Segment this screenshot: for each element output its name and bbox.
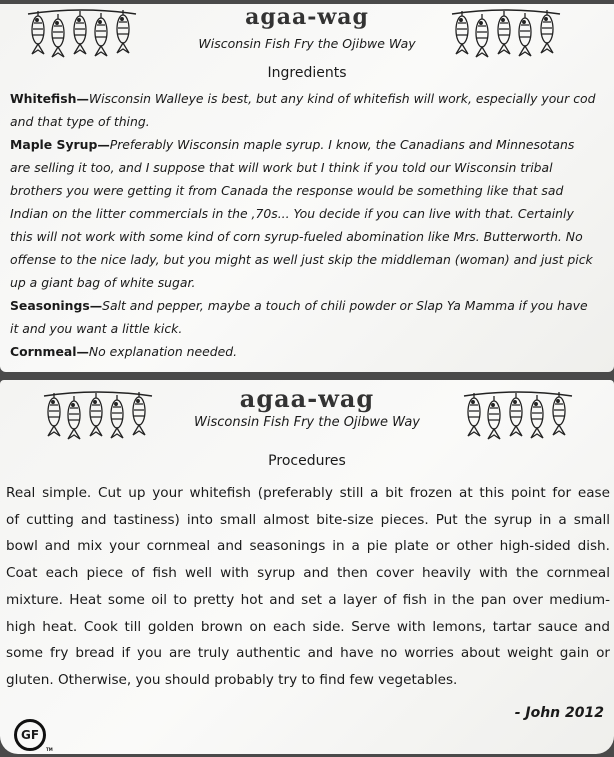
- subtitle: Wisconsin Fish Fry the Ojibwe Way: [194, 415, 420, 430]
- logo: agaa-wag: [239, 384, 375, 413]
- ingredient-text: and that type of thing.: [10, 114, 150, 129]
- procedure-line: of cutting and tastiness) into small almost bite-size pieces. Put the syrup in a small: [6, 511, 610, 528]
- ingredient-item: [10, 87, 610, 110]
- procedure-text: [6, 480, 610, 694]
- section-heading: Procedures: [268, 453, 346, 469]
- signature: - John 2012: [514, 705, 604, 721]
- ingredient-text: Salt and pepper, maybe a touch of chili powder or Slap Ya Mamma if you have: [102, 298, 588, 313]
- ingredients-list: [10, 87, 610, 363]
- ingredient-text: offense to the nice lady, but you might as well just skip the middleman (woman) and just pick: [10, 252, 593, 267]
- ingredient-text: Indian on the litter commercials in the ,70s... You decide if you can live with that. Certainly: [10, 206, 574, 221]
- ingredient-text: up a giant bag of white sugar.: [10, 275, 196, 290]
- procedures-card: [0, 380, 614, 754]
- ingredient-text: this will not work with some kind of corn syrup-fueled abomination like Mrs. Butterworth. No: [10, 229, 583, 244]
- procedure-line: gluten. Otherwise, you should probably try to find few vegetables.: [6, 671, 458, 688]
- ingredient-name: Seasonings—: [10, 298, 103, 313]
- ingredient-text: Wisconsin Walleye is best, but any kind of whitefish will work, especially your cod: [88, 91, 596, 106]
- subtitle: Wisconsin Fish Fry the Ojibwe Way: [198, 36, 416, 51]
- ingredient-name: Whitefish—: [10, 91, 89, 106]
- ingredient-text: No explanation needed.: [88, 344, 238, 359]
- gluten-free-badge-icon: GF: [14, 719, 46, 751]
- procedure-line: high heat. Cook till golden brown on each side. Serve with lemons, tartar sauce and: [6, 618, 610, 635]
- trademark-mark: TM: [46, 747, 53, 752]
- ingredients-card: [0, 4, 614, 372]
- ingredient-text: are selling it too, and I suppose that will work but I think if you told our Wisconsin tribal: [10, 160, 553, 175]
- procedure-line: mixture. Heat some oil to pretty hot and set a layer of fish in the pan over medium-: [6, 591, 610, 608]
- procedure-line: Real simple. Cut up your whitefish (preferably still a bit frozen at this point for ease: [6, 485, 610, 501]
- procedure-line: Coat each piece of fish well with syrup and then cover heavily with the cornmeal: [6, 565, 610, 582]
- ingredient-name: Maple Syrup—: [10, 137, 110, 152]
- ingredient-item: [10, 133, 610, 156]
- ingredient-text: it and you want a little kick.: [10, 321, 183, 336]
- ingredient-name: Cornmeal—: [10, 344, 89, 359]
- logo: agaa-wag: [245, 4, 369, 30]
- procedure-line: bowl and mix your cornmeal and seasonings in a pie plate or other high-sided dish.: [6, 538, 610, 555]
- ingredient-item: [10, 294, 610, 317]
- ingredient-text: brothers you were getting it from Canada the response would be something like that sad: [10, 183, 564, 198]
- section-heading: Ingredients: [267, 65, 347, 81]
- procedure-line: some fry bread if you are truly authentic and have no worries about weight gain or: [6, 645, 610, 662]
- ingredient-item: [10, 340, 610, 363]
- ingredient-text: Preferably Wisconsin maple syrup. I know, the Canadians and Minnesotans: [109, 137, 575, 152]
